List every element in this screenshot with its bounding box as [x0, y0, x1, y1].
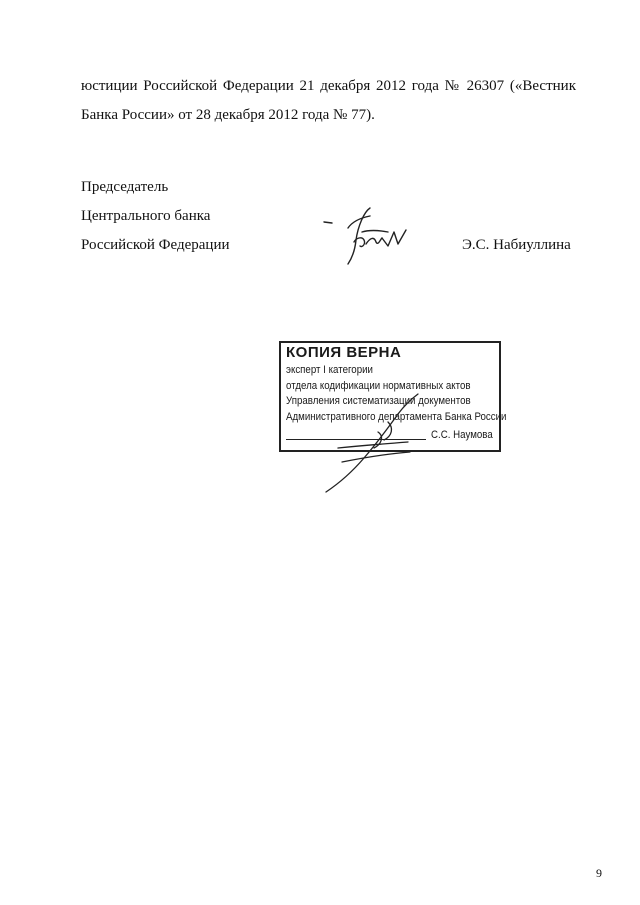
stamp-name: С.С. Наумова — [431, 429, 493, 441]
page-number: 9 — [596, 866, 602, 880]
stamp-signature — [318, 392, 428, 497]
paragraph-line-2: Банка России» от 28 декабря 2012 года № 77). — [81, 107, 375, 123]
signer-title-line: Председатель — [81, 179, 169, 195]
body-paragraph — [81, 72, 576, 130]
stamp-title: КОПИЯ ВЕРНА — [286, 344, 402, 361]
stamp-line: эксперт I категории — [286, 364, 373, 376]
signer-name: Э.С. Набиуллина — [462, 237, 571, 253]
stamp-line: Управления систематизации документов — [286, 395, 471, 407]
signer-title-line: Российской Федерации — [81, 237, 230, 253]
stamp-line: отдела кодификации нормативных актов — [286, 380, 471, 392]
handwritten-signature — [318, 202, 418, 267]
signer-title — [81, 173, 230, 260]
paragraph-line-1: юстиции Российской Федерации 21 декабря 2012 года № 26307 («Вестник — [81, 78, 576, 94]
signer-title-line: Центрального банка — [81, 208, 211, 224]
stamp-line: Административного департамента Банка России — [286, 411, 507, 423]
